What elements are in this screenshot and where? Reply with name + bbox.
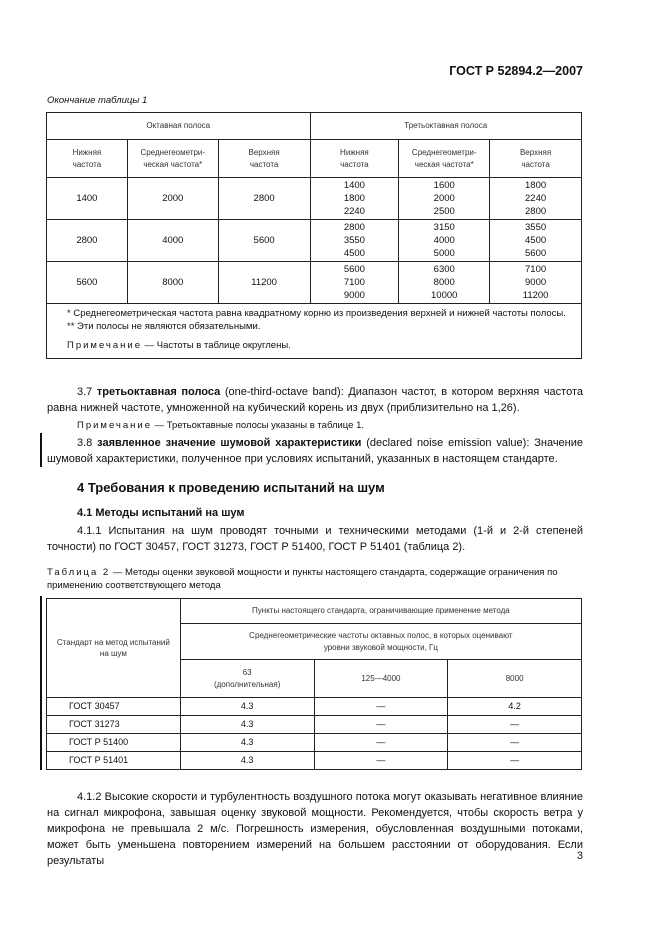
table-row [47, 262, 582, 304]
table2-caption: Таблица 2 — Методы оценки звуковой мощности и пункты настоящего стандарта, содержащие ограничения по применению соответствующего метода [47, 567, 558, 591]
section-4-1-1: 4.1.1 Испытания на шум проводят точными и техническими методами (1-й и 2-й степеней точности) по ГОСТ 30457, ГОСТ 31273, ГОСТ Р 51400, ГОСТ Р 51401 (таблица 2). [47, 525, 583, 553]
cell: — [314, 734, 448, 752]
col-header-63: 63 (дополнительная) [180, 660, 314, 698]
page-number: 3 [576, 850, 583, 862]
cell: 2000 [127, 178, 218, 220]
col-header: Среднегеометри- ческая частота* [127, 140, 218, 178]
col-header: Нижняя частота [47, 140, 128, 178]
table-methods [46, 598, 582, 770]
table-octave-bands [46, 112, 582, 359]
group-header: Пункты настоящего стандарта, ограничивающие применение метода [180, 599, 581, 624]
cell: 4000 [127, 220, 218, 262]
group-octave: Октавная полоса [47, 113, 311, 140]
col-header-8000: 8000 [448, 660, 582, 698]
cell: ГОСТ 30457 [47, 698, 181, 716]
section-4-1-2: 4.1.2 Высокие скорости и турбулентность воздушного потока могут оказывать негативное влияние на сигнал микрофона, завышая оценку звуковой мощности. Рекомендуется, чтобы скорость ветра у микрофона не превышала 2 м/с. Погрешность измерения, обусловленная воздушными потоками, может быть уменьшена повторением измерений на большем расстоянии от оборудования. Если результаты [47, 791, 583, 867]
cell: — [314, 752, 448, 770]
cell: 2800 [218, 178, 310, 220]
col-header: Среднегеометри- ческая частота* [399, 140, 490, 178]
table-row [47, 716, 582, 734]
cell: 4.3 [180, 734, 314, 752]
cell: 1400 [47, 178, 128, 220]
group-third-octave: Третьоктавная полоса [310, 113, 582, 140]
cell: 4.3 [180, 716, 314, 734]
table1-continuation: Окончание таблицы 1 [47, 95, 148, 106]
cell: — [448, 734, 582, 752]
cell: 5600 [47, 262, 128, 304]
table-row [47, 220, 582, 262]
section-4-1-heading: 4.1 Методы испытаний на шум [77, 507, 245, 519]
cell: 1400 1800 2240 [310, 178, 399, 220]
section-3-8: 3.8 заявленное значение шумовой характеристики (declared noise emission value): Значение шумовой характеристики, полученное при условиях испытаний, указанных в настоящем стандарте. [47, 437, 584, 465]
document-id: ГОСТ Р 52894.2—2007 [449, 64, 583, 78]
cell: 1800 2240 2800 [490, 178, 582, 220]
section-4-heading: 4 Требования к проведению испытаний на шум [77, 480, 385, 495]
table1-note: Примечание — Частоты в таблице округлены. [67, 339, 291, 351]
col-header: Нижняя частота [310, 140, 399, 178]
cell: 1600 2000 2500 [399, 178, 490, 220]
cell: 5600 [218, 220, 310, 262]
table-row [47, 178, 582, 220]
cell: 2800 3550 4500 [310, 220, 399, 262]
cell: 8000 [127, 262, 218, 304]
cell: — [314, 716, 448, 734]
table-row [47, 734, 582, 752]
cell: 3550 4500 5600 [490, 220, 582, 262]
cell: 11200 [218, 262, 310, 304]
table-row [47, 752, 582, 770]
cell: 4.3 [180, 698, 314, 716]
change-bar [40, 596, 42, 770]
change-bar [40, 433, 42, 467]
section-3-7-note: Примечание — Третьоктавные полосы указаны в таблице 1. [77, 420, 364, 431]
table1-notes [47, 304, 582, 359]
cell: — [314, 698, 448, 716]
section-3-7: 3.7 третьоктавная полоса (one-third-octave band): Диапазон частот, в котором верхняя частота равна нижней частоте, умноженной на кубический корень из двух (приблизительно на 1,26). [47, 386, 583, 414]
col-header: Верхняя частота [218, 140, 310, 178]
cell: 3150 4000 5000 [399, 220, 490, 262]
cell: ГОСТ Р 51401 [47, 752, 181, 770]
cell: 7100 9000 11200 [490, 262, 582, 304]
cell: 4.3 [180, 752, 314, 770]
cell: 4.2 [448, 698, 582, 716]
cell: — [448, 752, 582, 770]
cell: 6300 8000 10000 [399, 262, 490, 304]
footnote: * Среднегеометрическая частота равна квадратному корню из произведения верхней и нижней частоты полосы. [67, 308, 566, 319]
cell: ГОСТ 31273 [47, 716, 181, 734]
cell: — [448, 716, 582, 734]
cell: 2800 [47, 220, 128, 262]
col-header-125-4000: 125—4000 [314, 660, 448, 698]
col-header-standard: Стандарт на метод испытаний на шум [47, 599, 181, 698]
table-row [47, 698, 582, 716]
footnote: ** Эти полосы не являются обязательными. [67, 320, 261, 332]
col-header: Верхняя частота [490, 140, 582, 178]
cell: 5600 7100 9000 [310, 262, 399, 304]
subgroup-header: Среднегеометрические частоты октавных полос, в которых оценивают уровни звуковой мощности, Гц [180, 624, 581, 660]
cell: ГОСТ Р 51400 [47, 734, 181, 752]
